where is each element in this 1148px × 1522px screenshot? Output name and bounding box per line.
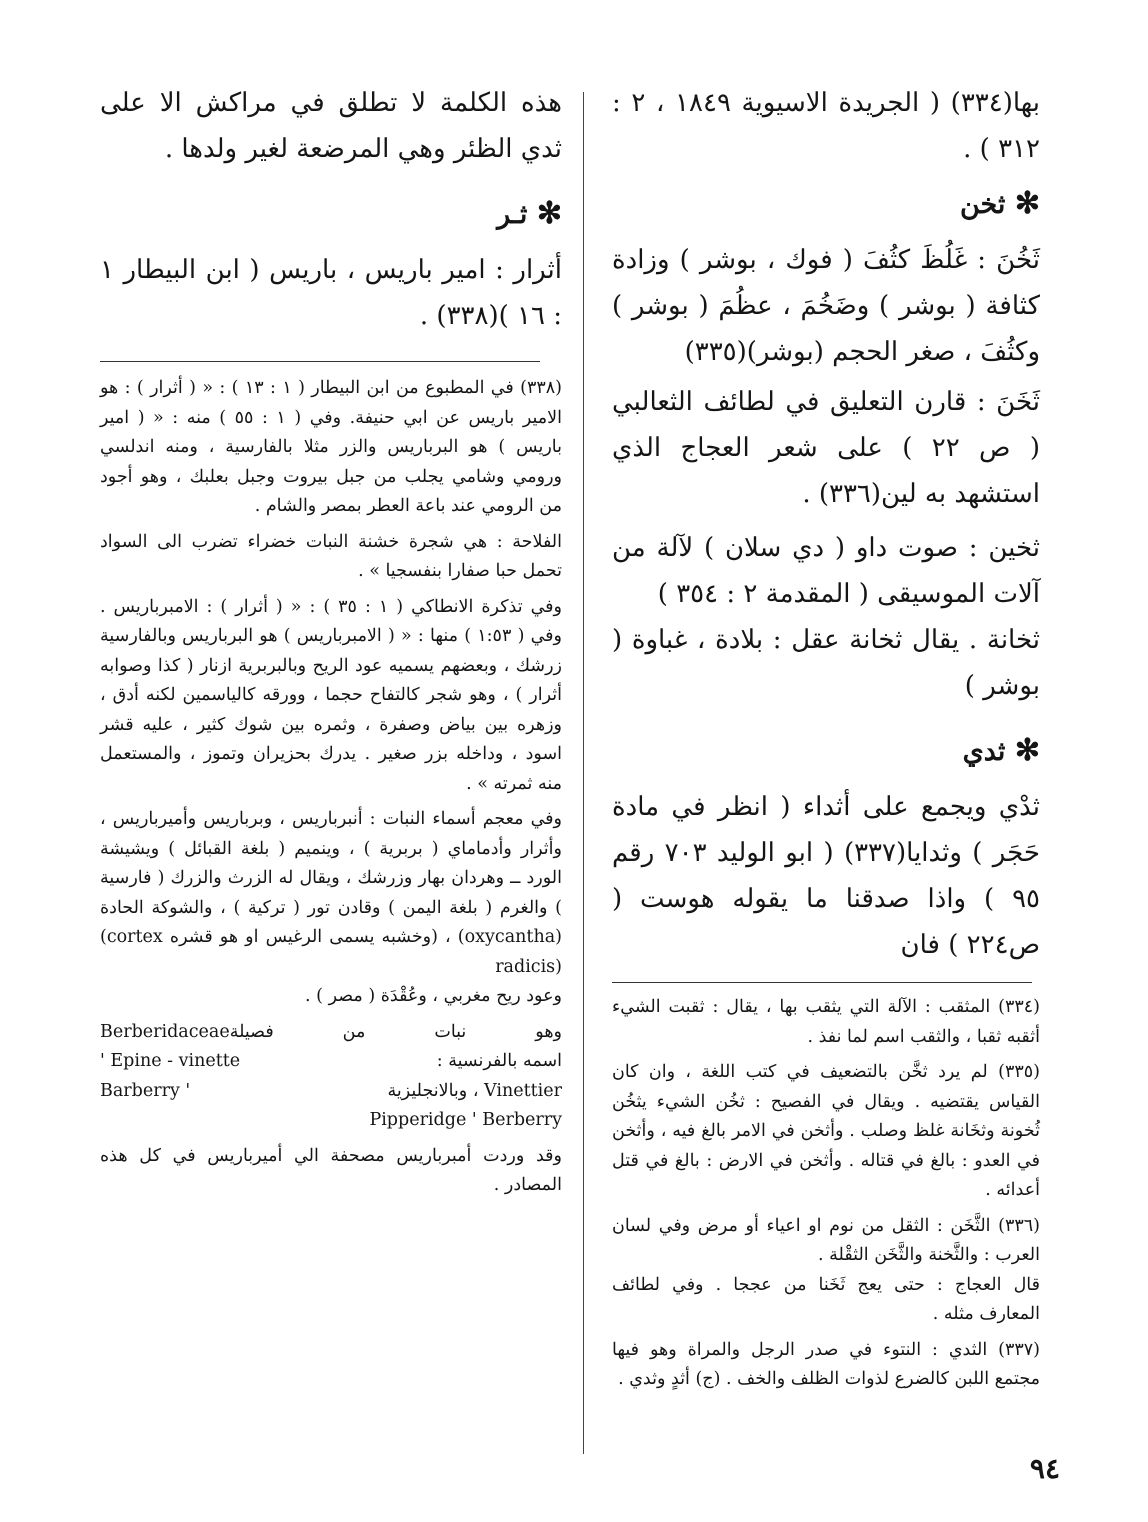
column-divider xyxy=(583,92,584,1454)
asterisk-icon: ✻ xyxy=(1014,733,1040,768)
heading-text: ثخن xyxy=(959,189,1006,220)
heading-text: ثـر xyxy=(497,199,528,230)
entry-thr-body xyxy=(100,247,562,339)
asterisk-icon: ✻ xyxy=(536,196,562,231)
entry-paragraph: ثدْي ويجمع على أثداء ( انظر في مادة حَجَر ) وثدايا(٣٣٧) ( ابو الوليد ٧٠٣ رقم ٩٥ ) واذا صدقنا ما يقوله هوست ( ص٢٢٤ ) فان xyxy=(612,792,1040,960)
footnote: (٣٣٦) الثَّخَن : الثقل من نوم او اعياء أو مرض وفي لسان العرب : والثَّخنة والثَّخَن الثقْلة . xyxy=(612,1215,1040,1265)
top-text: هذه الكلمة لا تطلق في مراكش الا على ثدي الظئر وهي المرضعة لغير ولدها . xyxy=(100,88,562,164)
text-segment: ، وبالانجليزية xyxy=(387,1080,479,1101)
intro-paragraph xyxy=(612,80,1040,172)
entry-thdy-body xyxy=(612,784,1040,968)
top-paragraph xyxy=(100,80,562,172)
latin-term: Pipperidge ' Berberry xyxy=(369,1110,562,1130)
footnote-paragraph xyxy=(100,1018,562,1048)
entry-heading-thr xyxy=(100,194,562,235)
entry-paragraph: أثرار : امير باريس ، باريس ( ابن البيطار ١ : ١٦ )(٣٣٨) . xyxy=(100,255,562,331)
footnote-paragraph xyxy=(100,1077,562,1107)
text-segment: وهو نبات من فصيلة xyxy=(229,1021,562,1042)
footnote-paragraph: وفي تذكرة الانطاكي ( ١ : ٣٥ ) : « ( أثرار ) : الامبرباريس . وفي ( ١:٥٣ ) منها : « ( الامبرباريس ) هو البرباريس وبالفارسية زرشك ، وبعضهم يسميه عود الريح وبالبربرية ازنار ( كذا وصوابه أثرار ) ، وهو شجر كالتفاح حجما ، وورقه كالياسمين لكنه أدق ، وزهره بين بياض وصفرة ، وثمره بين شوك كثير ، عليه قشر اسود ، وداخله بزر صغير . يدرك بحزيران وتموز ، والمستعمل منه ثمرته » . xyxy=(100,596,562,794)
text-segment: وفي معجم أسماء النبات : أنبرباريس ، وبرباريس وأميرباريس ، وأثرار وأدماماي ( بربرية ) ، وينميم ( بلغة القبائل ) ويشيشة الورد ــ وهردان بهار وزرشك ، ويقال له الزرث والزرك ( فارسية ) والغرم ( بلغة اليمن ) وقادن تور ( تركية ) ، والشوكة الحادة xyxy=(100,809,562,918)
entry-thkhn-body xyxy=(612,237,1040,709)
footnote-paragraph: الفلاحة : هي شجرة خشنة النبات خضراء تضرب الى السواد تحمل حبا صفارا بنفسجيا » . xyxy=(100,531,562,581)
footnote-338 xyxy=(100,374,562,1201)
latin-term: Barberry ' xyxy=(100,1080,191,1101)
heading-text: ثدي xyxy=(962,736,1006,767)
entry-paragraph: ثَخُنَ : غَلُظَ كثُفَ ( فوك ، بوشر ) وزادة كثافة ( بوشر ) وضَخُمَ ، عظُمَ ( بوشر ) وكثُفَ ، صغر الحجم (بوشر)(٣٣٥) xyxy=(612,245,1040,367)
latin-term: (cortex radicis) xyxy=(100,927,562,977)
latin-term: ' Epine - vinette xyxy=(100,1051,241,1071)
asterisk-icon: ✻ xyxy=(1014,186,1040,221)
entry-heading-thdy xyxy=(612,731,1040,772)
footnote-paragraph: وعود ريح مغربي ، وعُقْدَة ( مصر ) . xyxy=(305,986,562,1006)
footnote-paragraph: (٣٣٨) في المطبوع من ابن البيطار ( ١ : ١٣ ) : « ( أثرار ) : هو الامير باريس عن ابي حنيفة. وفي ( ١ : ٥٥ ) منه : « ( امير باريس ) هو البرباريس والزر مثلا بالفارسية ، ومنه اندلسي ورومي وشامي يجلب من جبل بيروت وجبل بعلبك ، وهو أجود من الرومي عند باعة العطر بمصر والشام . xyxy=(100,378,562,516)
latin-term: Berberidaceae xyxy=(100,1021,230,1042)
footnote: قال العجاج : حتى يعج ثَخَنا من عججا . وفي لطائف المعارف مثله . xyxy=(612,1274,1040,1324)
footnote: (٣٣٤) المثقب : الآلة التي يثقب بها ، يقال : ثقبت الشيء أثقبه ثقبا ، والثقب اسم لما نفذ . xyxy=(612,997,1040,1047)
intro-text: بها(٣٣٤) ( الجريدة الاسيوية ١٨٤٩ ، ٢ : ٣١٢ ) . xyxy=(612,88,1041,164)
footnote: (٣٣٥) لم يرد ثخَّن بالتضعيف في كتب اللغة ، وان كان القياس يقتضيه . ويقال في الفصيح : ثخُن الشيء يثخُن ثُخونة وثخَانة غلظ وصلب . وأثخن في الامر بالغ فيه ، وأثخن في العدو : بالغ في قتاله . وأثخن في الارض : بالغ في قتل أعدائه . xyxy=(612,1062,1040,1200)
footnote-paragraph xyxy=(100,1106,562,1136)
entry-paragraph: ثَخَنَ : قارن التعليق في لطائف الثعالبي ( ص ٢٢ ) على شعر العجاج الذي استشهد به لين(٣٣٦) . xyxy=(612,387,1040,509)
entry-heading-thkhn xyxy=(612,184,1040,225)
footnotes-right xyxy=(612,993,1040,1395)
page-number: ٩٤ xyxy=(1029,1452,1060,1485)
text-segment: ، (وخشبه يسمى xyxy=(329,927,451,947)
entry-paragraph: ثخانة . يقال ثخانة عقل : بلادة ، غباوة ( بوشر ) xyxy=(612,625,1040,701)
footnote: (٣٣٧) الثدي : النتوء في صدر الرجل والمراة وهو فيها مجتمع اللبن كالضرع لذوات الظلف والخف . (ج) أثدٍ وثدي . xyxy=(612,1339,1040,1389)
left-column xyxy=(100,80,562,1207)
footnote-paragraph xyxy=(100,805,562,982)
footnote-paragraph: وقد وردت أمبرباريس مصحفة الي أميرباريس في كل هذه المصادر . xyxy=(100,1145,562,1195)
text-segment: اسمه بالفرنسية : xyxy=(436,1051,562,1071)
latin-term: Vinettier xyxy=(484,1080,562,1101)
footnote-paragraph xyxy=(100,1047,562,1077)
text-segment: الرغيس او هو قشره xyxy=(169,927,323,947)
entry-paragraph: ثخين : صوت داو ( دي سلان ) لآلة من آلات الموسيقى ( المقدمة ٢ : ٣٥٤ ) xyxy=(612,533,1040,609)
right-column xyxy=(612,80,1040,1401)
latin-term: (oxycantha) xyxy=(457,927,562,947)
